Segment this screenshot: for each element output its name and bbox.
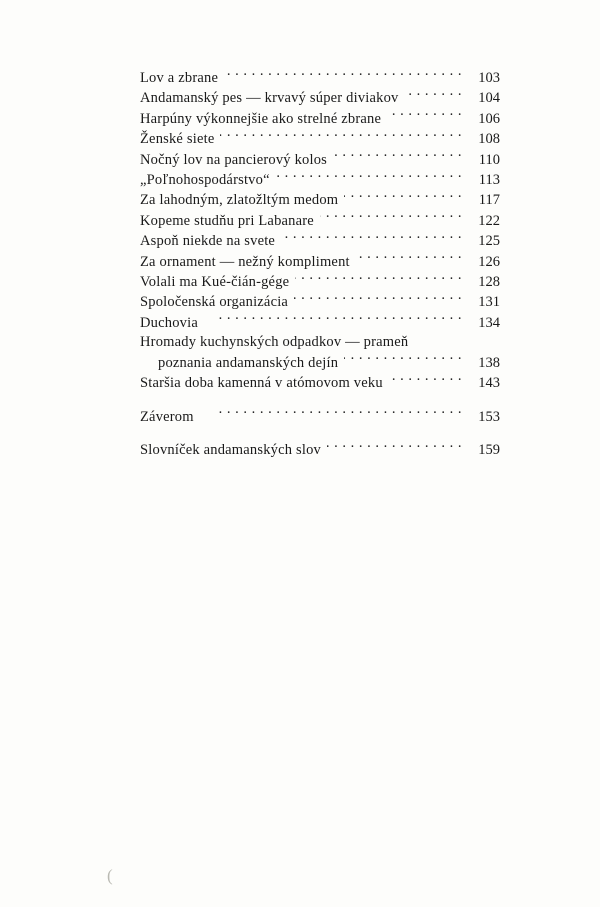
toc-entry[interactable] bbox=[140, 150, 500, 170]
toc-entry[interactable] bbox=[140, 211, 500, 231]
toc-entry-title: Spoločenská organizácia bbox=[140, 294, 289, 311]
toc-leader-dots bbox=[327, 440, 462, 454]
toc-entry-title: Ženské siete bbox=[140, 131, 215, 148]
toc-entry-page: 125 bbox=[478, 233, 500, 250]
toc-entry-page: 104 bbox=[478, 90, 500, 107]
toc-leader-dots bbox=[276, 170, 462, 184]
toc-entry-page: 128 bbox=[478, 274, 500, 291]
toc-entry-title: Lov a zbrane bbox=[140, 70, 219, 86]
table-of-contents bbox=[140, 68, 500, 460]
toc-entry-page: 131 bbox=[478, 294, 500, 311]
toc-entry[interactable] bbox=[140, 440, 500, 460]
toc-entry[interactable] bbox=[140, 68, 500, 88]
toc-leader-dots bbox=[344, 353, 462, 367]
toc-section-gap bbox=[140, 427, 500, 440]
toc-entry[interactable] bbox=[140, 88, 500, 108]
toc-leader-dots bbox=[404, 88, 462, 102]
toc-entry[interactable] bbox=[140, 333, 500, 373]
toc-entry-title: Za lahodným, zlatožltým medom bbox=[140, 192, 339, 209]
toc-entry[interactable] bbox=[140, 272, 500, 292]
toc-leader-dots bbox=[389, 373, 462, 387]
toc-entry-title: „Poľnohospodárstvo“ bbox=[140, 172, 270, 189]
toc-entry-title: Záverom bbox=[140, 408, 194, 425]
toc-leader-dots bbox=[220, 129, 462, 143]
toc-entry[interactable] bbox=[140, 373, 500, 393]
toc-entry-page: 126 bbox=[478, 253, 500, 270]
toc-entry-page: 106 bbox=[478, 110, 500, 127]
toc-entry-page: 103 bbox=[478, 70, 500, 86]
toc-entry-title: Za ornament — nežný kompliment bbox=[140, 253, 350, 270]
toc-entry[interactable] bbox=[140, 313, 500, 333]
page-margin-mark: ( bbox=[107, 866, 113, 885]
toc-entry[interactable] bbox=[140, 292, 500, 312]
toc-entry-page: 159 bbox=[478, 441, 500, 458]
toc-entry-title: Staršia doba kamenná v atómovom veku bbox=[140, 375, 383, 392]
toc-leader-dots bbox=[294, 292, 462, 306]
toc-entry-page: 153 bbox=[478, 408, 500, 425]
toc-entry-page: 134 bbox=[478, 314, 500, 331]
toc-entry[interactable] bbox=[140, 170, 500, 190]
toc-leader-dots bbox=[387, 109, 462, 123]
toc-entry[interactable] bbox=[140, 190, 500, 210]
toc-leader-dots bbox=[224, 68, 462, 82]
toc-leader-dots bbox=[333, 150, 462, 164]
toc-entry-title: Duchovia bbox=[140, 314, 198, 331]
toc-section-gap bbox=[140, 394, 500, 407]
toc-entry-page: 122 bbox=[478, 212, 500, 229]
toc-leader-dots bbox=[204, 313, 462, 327]
toc-leader-dots bbox=[356, 252, 462, 266]
toc-entry-page: 138 bbox=[478, 354, 500, 371]
toc-entry-title: Volali ma Kué-čián-gége bbox=[140, 274, 290, 291]
toc-entry-title: Harpúny výkonnejšie ako strelné zbrane bbox=[140, 110, 382, 127]
toc-entry[interactable] bbox=[140, 129, 500, 149]
toc-entry-page: 143 bbox=[478, 375, 500, 392]
toc-entry-title: Nočný lov na pancierový kolos bbox=[140, 151, 328, 168]
toc-entry-title-continued: poznania andamanských dejín bbox=[158, 354, 339, 371]
toc-entry[interactable] bbox=[140, 252, 500, 272]
toc-entry-title: Slovníček andamanských slov bbox=[140, 441, 321, 458]
toc-entry[interactable] bbox=[140, 407, 500, 427]
toc-leader-dots bbox=[200, 407, 462, 421]
toc-entry[interactable] bbox=[140, 109, 500, 129]
toc-entry-page: 113 bbox=[478, 172, 500, 189]
toc-entry-page: 110 bbox=[478, 151, 500, 168]
toc-leader-dots bbox=[344, 190, 462, 204]
toc-entry-page: 117 bbox=[478, 192, 500, 209]
toc-entry-page: 108 bbox=[478, 131, 500, 148]
toc-entry-title: Andamanský pes — krvavý súper diviakov bbox=[140, 90, 399, 107]
toc-entry-title: Hromady kuchynských odpadkov — prameň bbox=[140, 334, 409, 351]
toc-entry-title: Aspoň niekde na svete bbox=[140, 233, 276, 250]
toc-leader-dots bbox=[295, 272, 462, 286]
toc-entry-title: Kopeme studňu pri Labanare bbox=[140, 212, 314, 229]
toc-leader-dots bbox=[281, 231, 462, 245]
toc-entry[interactable] bbox=[140, 231, 500, 251]
toc-leader-dots bbox=[320, 211, 462, 225]
